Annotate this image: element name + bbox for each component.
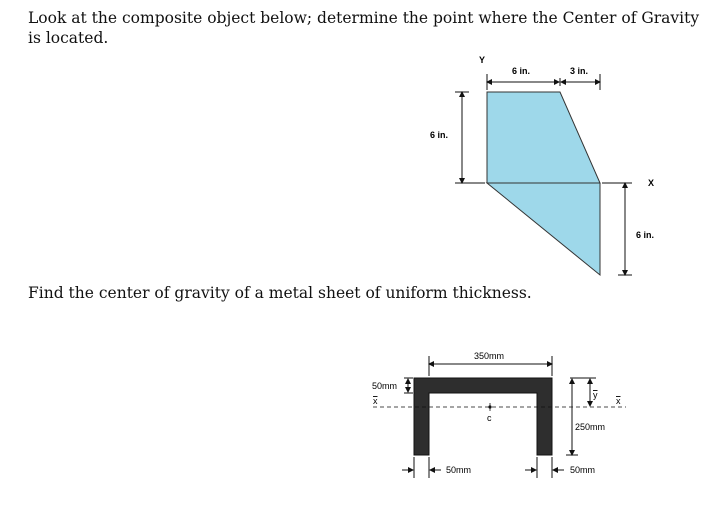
ybar-label: y	[593, 390, 598, 400]
question-2-text: Find the center of gravity of a metal sheet of uniform thickness.	[28, 284, 532, 302]
dim-top-right-label: 3 in.	[570, 66, 589, 76]
axis-x-label: X	[648, 178, 655, 188]
figure-1-composite-object	[430, 55, 654, 275]
trapezoid-shape	[487, 92, 600, 183]
triangle-shape	[487, 183, 600, 275]
dim-thickness-label: 50mm	[372, 381, 398, 391]
dim-width-label: 350mm	[474, 351, 505, 361]
axis-right-x-label: x	[616, 396, 621, 406]
dim-top-left-label: 6 in.	[512, 66, 531, 76]
question-1-text: Look at the composite object below; determine the point where the Center of Gravity is located.	[28, 9, 700, 47]
dim-leg-right-label: 50mm	[570, 465, 596, 475]
dim-right-label: 6 in.	[636, 230, 655, 240]
centroid-label: c	[487, 413, 492, 423]
figure-2-metal-sheet	[372, 351, 626, 478]
dim-left-label: 6 in.	[430, 130, 449, 140]
dim-leg-left-label: 50mm	[446, 465, 472, 475]
metal-sheet-shape	[414, 378, 552, 455]
dim-height-label: 250mm	[575, 422, 606, 432]
axis-left-x-label: x	[373, 396, 378, 406]
axis-y-label: Y	[479, 55, 486, 65]
centroid-point	[488, 405, 491, 408]
